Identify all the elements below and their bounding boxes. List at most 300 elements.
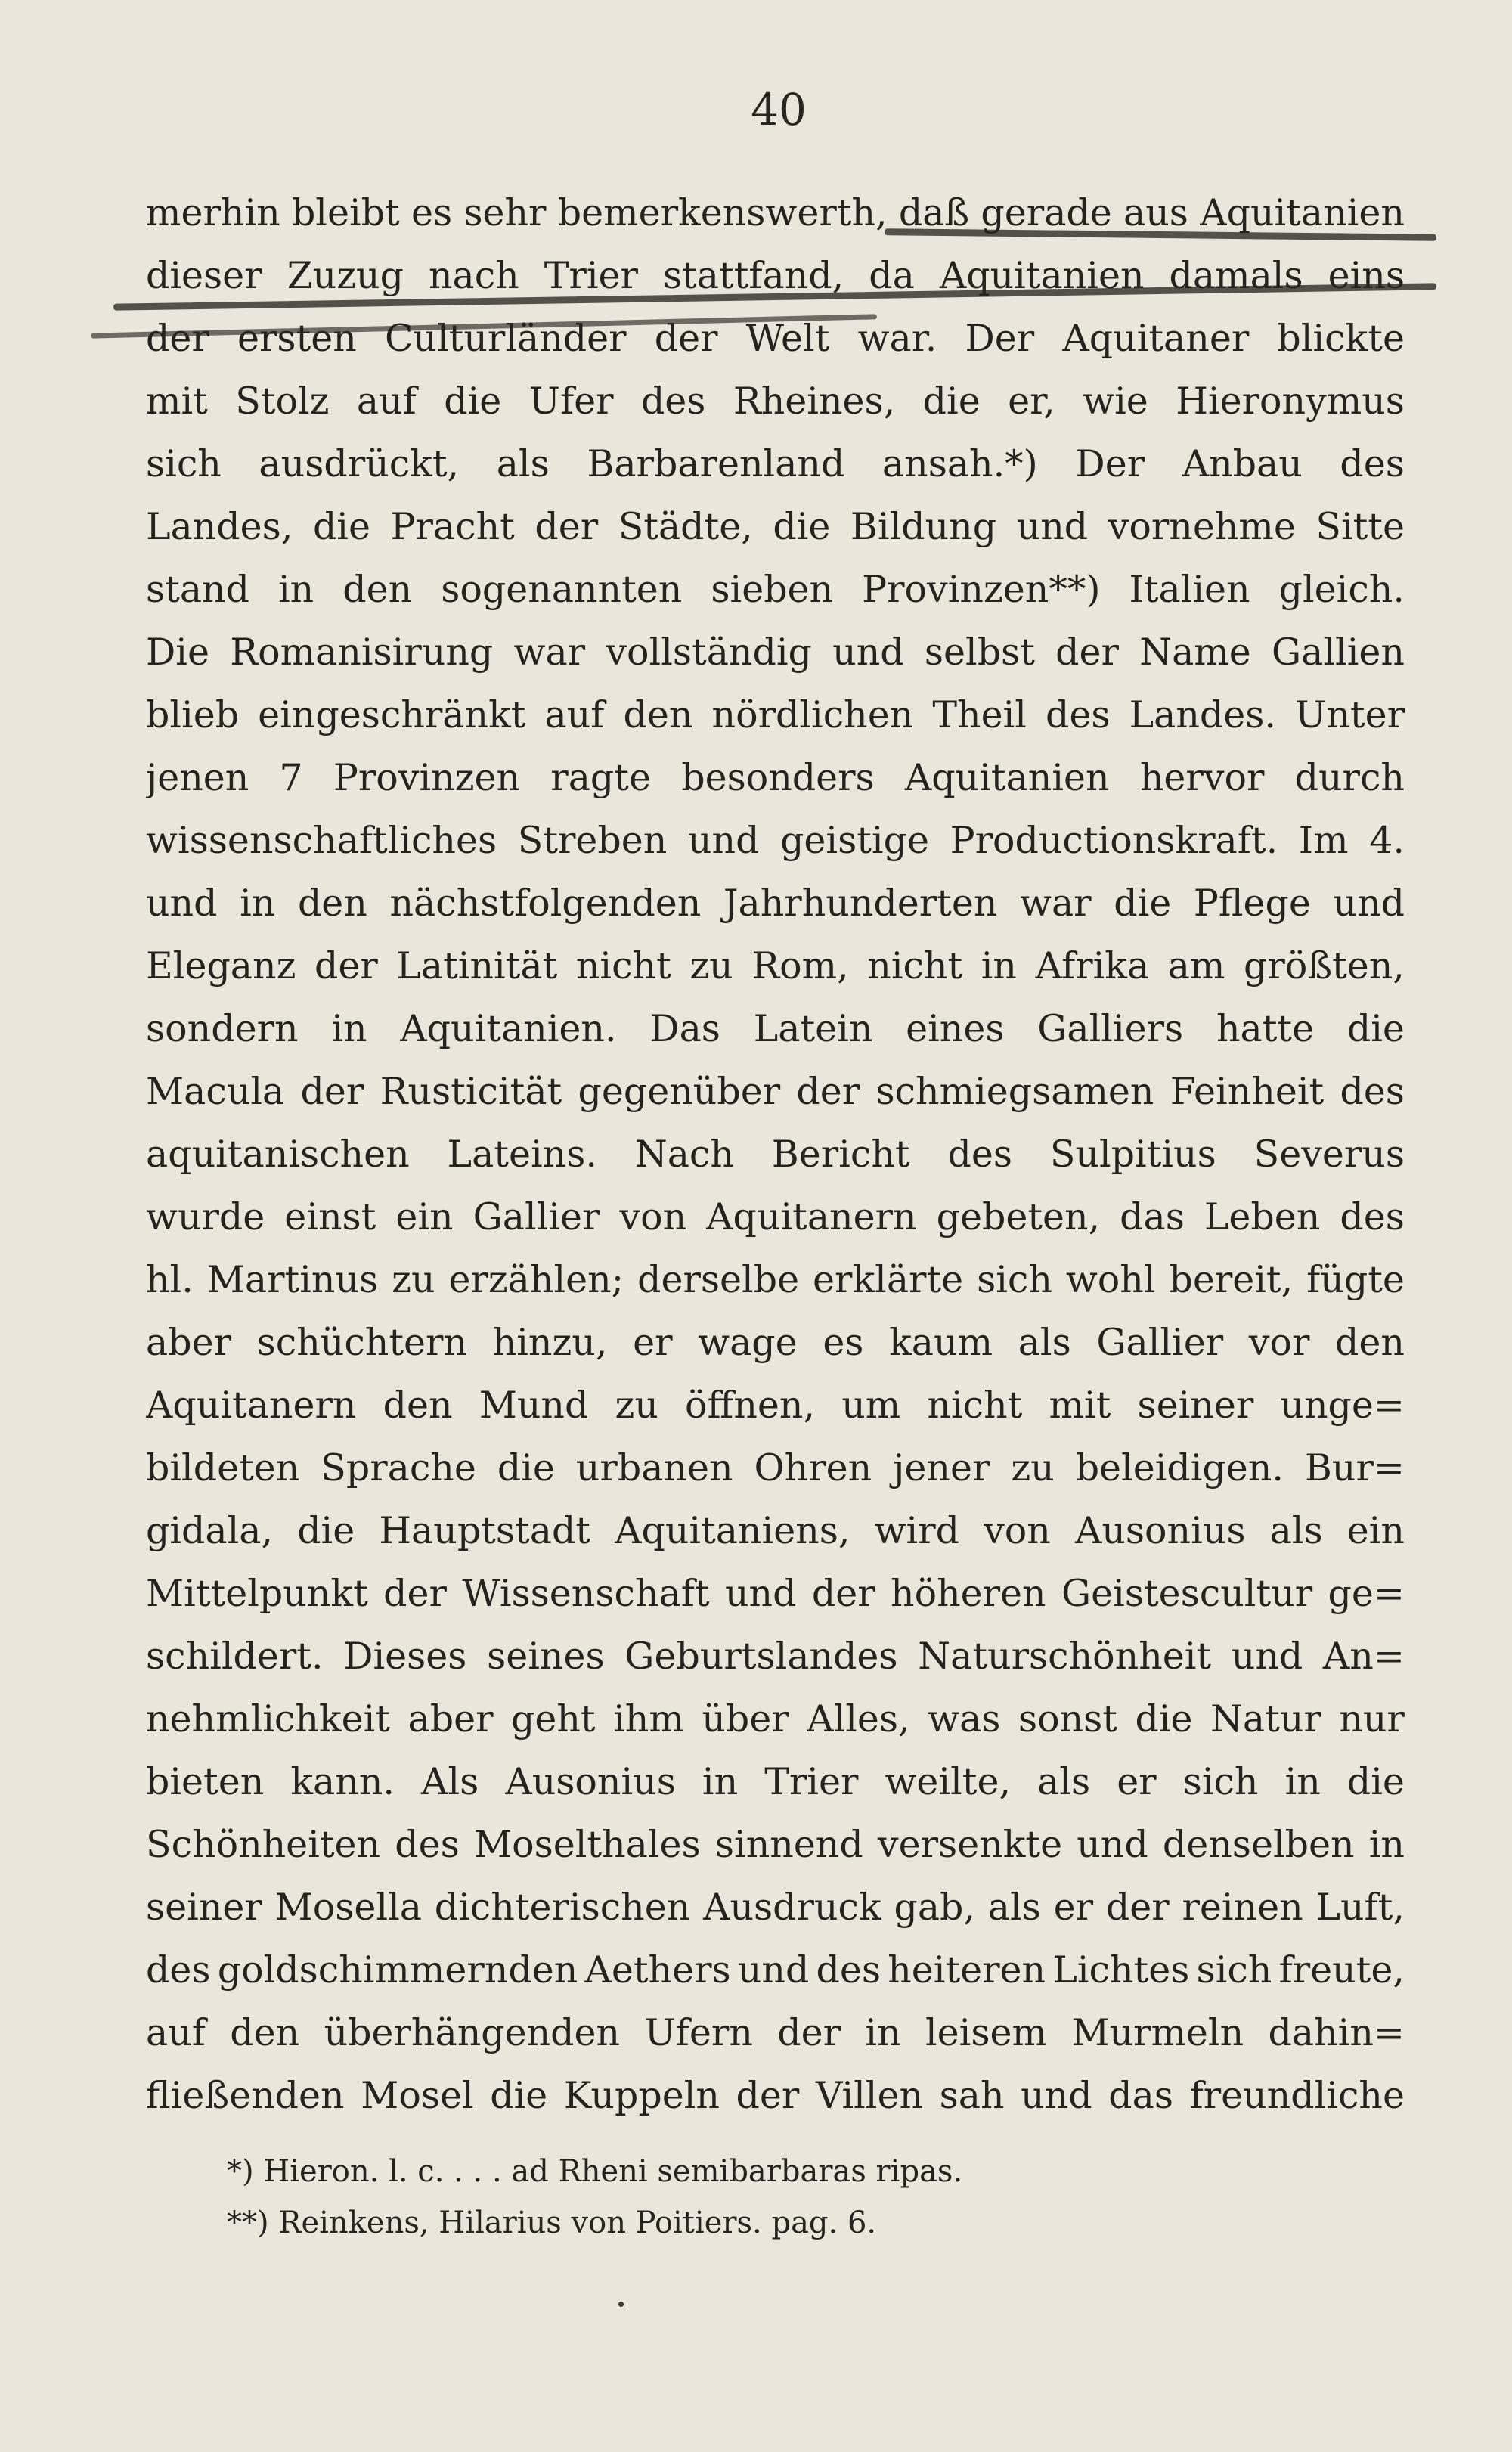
- word: seines: [487, 1635, 605, 1678]
- word: Murmeln: [1071, 2011, 1244, 2054]
- text-line: [146, 997, 1405, 1060]
- word: des: [146, 1948, 211, 1992]
- word: Unter: [1295, 693, 1405, 736]
- word: seiner: [146, 1886, 262, 1929]
- word: Welt: [745, 317, 830, 360]
- word: Italien: [1129, 568, 1250, 611]
- word: Stolz: [235, 380, 330, 423]
- text-line: [146, 1437, 1405, 1499]
- word: in: [331, 1007, 367, 1050]
- word: goldschimmernden: [217, 1948, 578, 1992]
- word: des: [816, 1948, 881, 1992]
- word: versenkte: [877, 1823, 1063, 1866]
- word: durch: [1294, 756, 1405, 799]
- word: 4.: [1369, 819, 1405, 862]
- word: ragte: [550, 756, 651, 799]
- word: hervor: [1139, 756, 1265, 799]
- word: sich: [146, 442, 222, 485]
- word: Nach: [634, 1133, 734, 1176]
- word: war: [513, 631, 586, 674]
- word: Provinzen**): [862, 568, 1101, 611]
- word: sinnend: [714, 1823, 863, 1866]
- word: er: [1053, 1886, 1094, 1929]
- word: die: [922, 380, 981, 423]
- word: Landes.: [1129, 693, 1276, 736]
- word: erklärte: [813, 1258, 964, 1301]
- word: reinen: [1182, 1886, 1303, 1929]
- word: jener: [893, 1446, 990, 1489]
- word: Ausonius: [505, 1760, 676, 1803]
- word: und: [1231, 1635, 1303, 1678]
- word: als: [1269, 1509, 1323, 1552]
- word: Aquitaner: [1062, 317, 1250, 360]
- word: der: [654, 317, 718, 360]
- word: fügte: [1306, 1258, 1405, 1301]
- word: wohl: [1065, 1258, 1156, 1301]
- word: gab,: [894, 1886, 975, 1929]
- word: Rheines,: [733, 380, 896, 423]
- word: kann.: [290, 1760, 395, 1803]
- text-line: [146, 809, 1405, 872]
- word: nicht: [867, 944, 963, 987]
- word: freundliche: [1189, 2074, 1405, 2117]
- word: schmiegsamen: [875, 1070, 1154, 1113]
- text-line: [146, 684, 1405, 746]
- word: den: [1335, 1321, 1405, 1364]
- word: Villen: [815, 2074, 924, 2117]
- word: Naturschönheit: [918, 1635, 1212, 1678]
- word: überhängenden: [324, 2011, 621, 2054]
- footnotes: [227, 2146, 1285, 2249]
- word: zu: [615, 1384, 658, 1427]
- word: in: [865, 2011, 901, 2054]
- word: bemerkenswerth,: [557, 191, 888, 234]
- word: Mosella: [274, 1886, 422, 1929]
- text-line: [146, 495, 1405, 558]
- word: Feinheit: [1170, 1070, 1325, 1113]
- text-line: [146, 1311, 1405, 1374]
- word: Im: [1298, 819, 1349, 862]
- word: An=: [1322, 1635, 1405, 1678]
- word: Ohren: [754, 1446, 872, 1489]
- word: schildert.: [146, 1635, 324, 1678]
- word: Aquitanien: [939, 254, 1145, 297]
- word: unge=: [1280, 1384, 1405, 1427]
- word: und: [724, 1572, 797, 1615]
- word: des: [1340, 442, 1405, 485]
- text-line: [146, 1813, 1405, 1876]
- word: Sprache: [321, 1446, 476, 1489]
- word: der: [383, 1572, 447, 1615]
- word: Jahrhunderten: [723, 882, 998, 925]
- word: Gallier: [1096, 1321, 1224, 1364]
- word: jenen: [146, 756, 249, 799]
- word: Schönheiten: [146, 1823, 381, 1866]
- word: Sitte: [1315, 505, 1405, 548]
- word: die: [497, 1446, 555, 1489]
- word: in: [702, 1760, 739, 1803]
- word: er: [633, 1321, 673, 1364]
- word: Die: [146, 631, 209, 674]
- word: gerade: [981, 191, 1112, 234]
- text-line: [146, 307, 1405, 370]
- word: des: [640, 380, 706, 423]
- text-line: [146, 1562, 1405, 1625]
- word: wurde: [146, 1195, 265, 1238]
- text-line: [146, 244, 1405, 307]
- word: über: [702, 1697, 789, 1741]
- word: Geburtslandes: [624, 1635, 898, 1678]
- word: ausdrückt,: [259, 442, 460, 485]
- word: eins: [1328, 254, 1405, 297]
- word: und: [1016, 505, 1089, 548]
- word: Latinität: [396, 944, 558, 987]
- word: als: [1018, 1321, 1071, 1364]
- word: am: [1167, 944, 1225, 987]
- word: denselben: [1162, 1823, 1355, 1866]
- word: des: [1340, 1070, 1405, 1113]
- word: und: [832, 631, 904, 674]
- word: dieser: [146, 254, 262, 297]
- word: nehmlichkeit: [146, 1697, 390, 1741]
- word: Lateins.: [447, 1133, 597, 1176]
- word: nördlichen: [711, 693, 914, 736]
- word: Bericht: [771, 1133, 910, 1176]
- word: den: [383, 1384, 453, 1427]
- word: bleibt: [291, 191, 400, 234]
- word: damals: [1169, 254, 1303, 297]
- word: Name: [1139, 631, 1251, 674]
- word: Severus: [1253, 1133, 1405, 1176]
- footnote: *) Hieron. l. c. . . . ad Rheni semibarbaras ripas.: [227, 2154, 963, 2189]
- word: größten,: [1244, 944, 1405, 987]
- word: als: [1037, 1760, 1091, 1803]
- word: nur: [1339, 1697, 1405, 1741]
- word: Romanisirung: [230, 631, 494, 674]
- word: und: [737, 1948, 810, 1992]
- word: gebeten,: [936, 1195, 1101, 1238]
- word: auf: [356, 380, 417, 423]
- word: Natur: [1210, 1697, 1321, 1741]
- word: mit: [146, 380, 208, 423]
- word: und: [687, 819, 760, 862]
- word: und: [1021, 2074, 1092, 2117]
- word: der: [796, 1070, 860, 1113]
- word: sah: [939, 2074, 1005, 2117]
- word: Lichtes: [1052, 1948, 1190, 1992]
- word: Dieses: [343, 1635, 467, 1678]
- word: Provinzen: [333, 756, 521, 799]
- word: Mittelpunkt: [146, 1572, 368, 1615]
- footnote: **) Reinkens, Hilarius von Poitiers. pag. 6.: [227, 2206, 877, 2240]
- word: daß: [898, 191, 970, 234]
- text-line: [146, 370, 1405, 432]
- word: sich: [977, 1258, 1052, 1301]
- word: Ufern: [644, 2011, 753, 2054]
- word: bieten: [146, 1760, 265, 1803]
- word: Wissenschaft: [462, 1572, 710, 1615]
- word: eingeschränkt: [258, 693, 526, 736]
- word: Aquitaniens,: [615, 1509, 850, 1552]
- word: die: [1346, 1007, 1405, 1050]
- word: hatte: [1216, 1007, 1315, 1050]
- word: der: [146, 317, 209, 360]
- word: auf: [544, 693, 605, 736]
- word: Gallien: [1272, 631, 1405, 674]
- word: Mosel: [361, 2074, 474, 2117]
- word: bereit,: [1169, 1258, 1294, 1301]
- word: in: [240, 882, 276, 925]
- word: Bildung: [850, 505, 997, 548]
- text-line: [146, 432, 1405, 495]
- word: als: [987, 1886, 1041, 1929]
- word: die: [1135, 1697, 1193, 1741]
- text-line: [146, 2001, 1405, 2064]
- word: Latein: [753, 1007, 873, 1050]
- word: schüchtern: [256, 1321, 468, 1364]
- word: Pflege: [1193, 882, 1311, 925]
- word: beleidigen.: [1075, 1446, 1284, 1489]
- word: Culturländer: [384, 317, 627, 360]
- word: sondern: [146, 1007, 299, 1050]
- word: die: [444, 380, 502, 423]
- word: in: [278, 568, 314, 611]
- word: wage: [698, 1321, 798, 1364]
- word: was: [928, 1697, 1001, 1741]
- text-line: [146, 2064, 1405, 2127]
- word: freute,: [1278, 1948, 1405, 1992]
- text-line: [146, 1060, 1405, 1123]
- word: Aquitanien: [1200, 191, 1405, 234]
- text-line: [146, 872, 1405, 935]
- word: Aquitanien: [904, 756, 1110, 799]
- word: die: [312, 505, 370, 548]
- word: öffnen,: [685, 1384, 816, 1427]
- word: nach: [428, 254, 519, 297]
- word: die: [490, 2074, 548, 2117]
- word: wird: [874, 1509, 959, 1552]
- word: ge=: [1328, 1572, 1405, 1615]
- word: höheren: [891, 1572, 1046, 1615]
- word: den: [297, 882, 367, 925]
- word: das: [1108, 2074, 1173, 2117]
- word: wissenschaftliches: [146, 819, 497, 862]
- word: da: [869, 254, 915, 297]
- word: Mund: [479, 1384, 589, 1427]
- word: ihm: [613, 1697, 684, 1741]
- word: stattfand,: [662, 254, 844, 297]
- word: der: [300, 1070, 364, 1113]
- word: Ausonius: [1074, 1509, 1246, 1552]
- word: und: [146, 882, 218, 925]
- word: Luft,: [1315, 1886, 1405, 1929]
- word: heiteren: [888, 1948, 1046, 1992]
- word: Aquitanern: [146, 1384, 357, 1427]
- word: auf: [146, 2011, 206, 2054]
- word: sich: [1196, 1948, 1272, 1992]
- word: des: [1045, 693, 1111, 736]
- word: aus: [1123, 191, 1188, 234]
- word: kaum: [889, 1321, 993, 1364]
- word: blieb: [146, 693, 240, 736]
- word: weilte,: [885, 1760, 1012, 1803]
- word: nicht: [927, 1384, 1023, 1427]
- word: es: [823, 1321, 864, 1364]
- word: fließenden: [146, 2074, 345, 2117]
- word: Barbarenland: [587, 442, 845, 485]
- word: Trier: [544, 254, 638, 297]
- word: stand: [146, 568, 249, 611]
- word: seiner: [1137, 1384, 1254, 1427]
- word: Aquitanien.: [400, 1007, 617, 1050]
- word: blickte: [1277, 317, 1405, 360]
- text-line: [146, 1688, 1405, 1750]
- word: Alles,: [807, 1697, 910, 1741]
- page-number: 40: [751, 84, 807, 135]
- word: Aquitanern: [706, 1195, 917, 1238]
- word: es: [411, 191, 453, 234]
- word: Bur=: [1304, 1446, 1405, 1489]
- text-line: [146, 1876, 1405, 1939]
- word: ansah.*): [881, 442, 1038, 485]
- word: zu: [392, 1258, 435, 1301]
- word: erzählen;: [448, 1258, 624, 1301]
- word: sieben: [711, 568, 834, 611]
- word: leisem: [925, 2011, 1047, 2054]
- word: Städte,: [618, 505, 753, 548]
- word: war.: [857, 317, 937, 360]
- word: Der: [965, 317, 1035, 360]
- word: der: [314, 944, 378, 987]
- text-line: [146, 621, 1405, 684]
- word: der: [1055, 631, 1119, 674]
- word: die: [1114, 882, 1172, 925]
- word: in: [981, 944, 1017, 987]
- word: des: [395, 1823, 460, 1866]
- word: Das: [649, 1007, 720, 1050]
- word: Anbau: [1182, 442, 1303, 485]
- word: 7: [279, 756, 303, 799]
- word: des: [1340, 1195, 1405, 1238]
- text-line: [146, 1750, 1405, 1813]
- word: und: [1077, 1823, 1148, 1866]
- text-line: [146, 1248, 1405, 1311]
- word: Landes,: [146, 505, 293, 548]
- text-line: [146, 1499, 1405, 1562]
- word: zu: [1011, 1446, 1055, 1489]
- word: mit: [1049, 1384, 1111, 1427]
- word: dahin=: [1268, 2011, 1405, 2054]
- word: als: [496, 442, 550, 485]
- word: einst: [284, 1195, 376, 1238]
- word: Hauptstadt: [379, 1509, 590, 1552]
- word: aber: [146, 1321, 232, 1364]
- word: vor: [1248, 1321, 1310, 1364]
- word: Productionskraft.: [950, 819, 1278, 862]
- word: Streben: [517, 819, 668, 862]
- word: Sulpitius: [1049, 1133, 1216, 1176]
- word: Der: [1075, 442, 1145, 485]
- word: den: [623, 693, 693, 736]
- word: in: [1284, 1760, 1321, 1803]
- word: Trier: [764, 1760, 859, 1803]
- word: Theil: [932, 693, 1027, 736]
- word: von: [619, 1195, 687, 1238]
- word: den: [342, 568, 413, 611]
- word: des: [947, 1133, 1012, 1176]
- word: Macula: [146, 1070, 285, 1113]
- text-line: [146, 746, 1405, 809]
- ink-speck: [618, 2302, 624, 2307]
- word: der: [777, 2011, 841, 2054]
- word: sogenannten: [441, 568, 683, 611]
- word: hinzu,: [492, 1321, 608, 1364]
- word: und: [1333, 882, 1405, 925]
- word: selbst: [924, 631, 1035, 674]
- word: Afrika: [1035, 944, 1150, 987]
- word: Gallier: [472, 1195, 600, 1238]
- word: wie: [1083, 380, 1148, 423]
- word: sonst: [1018, 1697, 1117, 1741]
- word: Pracht: [390, 505, 515, 548]
- word: er,: [1008, 380, 1055, 423]
- word: die: [1346, 1760, 1405, 1803]
- word: derselbe: [637, 1258, 800, 1301]
- word: das: [1120, 1195, 1185, 1238]
- word: sehr: [463, 191, 547, 234]
- text-line: [146, 558, 1405, 621]
- word: urbanen: [575, 1446, 733, 1489]
- word: Geistescultur: [1061, 1572, 1313, 1615]
- word: aquitanischen: [146, 1133, 410, 1176]
- word: Ausdruck: [703, 1886, 881, 1929]
- word: Ufer: [528, 380, 614, 423]
- word: Zuzug: [287, 254, 404, 297]
- word: besonders: [681, 756, 875, 799]
- word: ersten: [237, 317, 357, 360]
- word: der: [534, 505, 599, 548]
- word: Als: [421, 1760, 479, 1803]
- word: er: [1117, 1760, 1157, 1803]
- word: von: [984, 1509, 1051, 1552]
- word: der: [736, 2074, 800, 2117]
- word: die: [773, 505, 831, 548]
- word: geht: [511, 1697, 596, 1741]
- body-text: [146, 181, 1405, 2127]
- word: die: [297, 1509, 355, 1552]
- word: in: [1368, 1823, 1405, 1866]
- text-line: [146, 1625, 1405, 1688]
- word: gleich.: [1278, 568, 1405, 611]
- word: Martinus: [206, 1258, 379, 1301]
- text-line: [146, 1374, 1405, 1437]
- word: eines: [906, 1007, 1005, 1050]
- word: ein: [395, 1195, 454, 1238]
- text-line: [146, 935, 1405, 997]
- word: dichterischen: [434, 1886, 691, 1929]
- word: Kuppeln: [563, 2074, 720, 2117]
- word: den: [230, 2011, 300, 2054]
- word: gidala,: [146, 1509, 274, 1552]
- word: Leben: [1204, 1195, 1321, 1238]
- word: Aethers: [584, 1948, 731, 1992]
- word: nächstfolgenden: [389, 882, 702, 925]
- text-line: [146, 1939, 1405, 2001]
- word: aber: [407, 1697, 494, 1741]
- word: Galliers: [1037, 1007, 1184, 1050]
- word: zu: [689, 944, 733, 987]
- word: sich: [1182, 1760, 1259, 1803]
